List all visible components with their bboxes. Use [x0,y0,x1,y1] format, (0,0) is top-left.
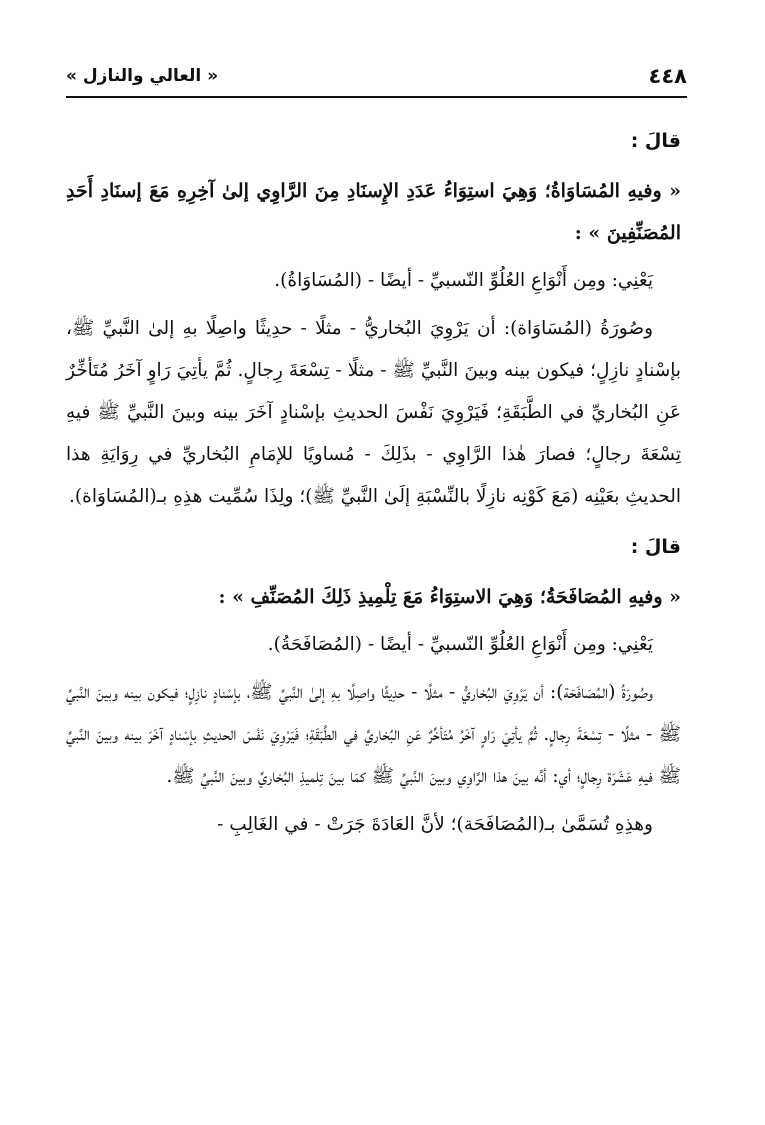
section-heading-qala: قالَ : [630,130,681,152]
section-heading-qala: قالَ : [630,536,681,558]
paragraph-musawat-example: وصُورَةُ (المُسَاوَاة): أن يَرْوِيَ البُخاريُّ - مثلًا - حدِيثًا واصِلًا بهِ إلىٰ النَّبيِّ ﷺ، بإسْنادٍ نازِلٍ؛ فيكون بينه وبينَ النَّبيِّ ﷺ - مثلًا - تِسْعَةَ رِجالٍ. ثُمَّ يأتِيَ رَاوٍ آخَرُ مُتَأخِّرٌ عَنِ البُخاريِّ في الطَّبَقَةِ؛ فَيَرْوِيَ نَفْسَ الحديثِ بإسْنادٍ آخَرَ بينه وبينَ النَّبيِّ ﷺ فيهِ تِسْعَةَ رجالٍ؛ فصارَ هٰذا الرَّاوِي - بذَلِكَ - مُساويًا للإمَامِ البُخاريِّ في رِوَايَةِ هذا الحديثِ بعَيْنِه (مَعَ كَوْنِه نازِلًا بالنِّسْبَةِ إلَىٰ النَّبيِّ ﷺ)؛ ولِذَا سُمِّيت هذِهِ بـ(المُسَاوَاة). [66,318,681,507]
explanation-musafaha: يَعْنِي: ومِن أَنْوَاعِ العُلُوِّ النّسبيِّ - أيضًا - (المُصَافَحَةُ). [267,634,653,655]
header-divider [66,96,687,98]
explanation-musawat: يَعْنِي: ومِن أَنْوَاعِ العُلُوِّ النّسبيِّ - أيضًا - (المُسَاوَاةُ). [274,270,653,291]
running-title: « العالي والنازل » [66,66,219,86]
page-number: ٤٤٨ [648,64,687,88]
matn-quote-musawat: « وفيهِ المُسَاوَاةُ؛ وَهِيَ استِوَاءُ عَدَدِ الإِسنَادِ مِنَ الرَّاوِي إلىٰ آخِرِهِ مَعَ إسنَادِ أَحَدِ المُصَنِّفِينَ » : [66,180,681,244]
page-body [66,112,681,852]
paragraph-musafaha-naming: وهذِهِ تُسَمَّىٰ بـ(المُصَافَحَة)؛ لأنَّ العَادَةَ جَرَتْ - في الغَالِبِ - [217,814,653,835]
page-header [66,62,687,90]
paragraph-musafaha-example: وصُورَةُ (المُصَافَحَة): أن يَرْوِيَ البُخاريُّ - مثلًا - حدِيثًا واصِلًا بهِ إلىٰ النَّبيِّ ﷺ، بإسْنادٍ نازِلٍ؛ فيكون بينه وبينَ النَّبيِّ ﷺ - مثلًا - تِسْعَةَ رِجالٍ. ثُمَّ يأتِيَ رَاوٍ آخَرُ مُتَأخِّرٌ عَنِ البُخاريِّ في الطَّبَقَةِ؛ فَيَرْوِيَ نَفْسَ الحديثِ بإسْنادٍ آخَرَ بينه وبينَ النَّبيِّ ﷺ فيهِ عَشَرَة رِجالٍ؛ أي: أنَّه بينَ هذا الرَّاوِي وبينَ النَّبيِّ ﷺ كمَا بينَ تِلميذِ البُخاريِّ وبينَ النَّبيِّ ﷺ. [66,682,681,787]
matn-quote-musafaha: « وفيهِ المُصَافَحَةُ؛ وَهِيَ الاستِوَاءُ مَعَ تِلْمِيذِ ذَلِكَ المُصَنِّفِ » : [218,586,681,608]
